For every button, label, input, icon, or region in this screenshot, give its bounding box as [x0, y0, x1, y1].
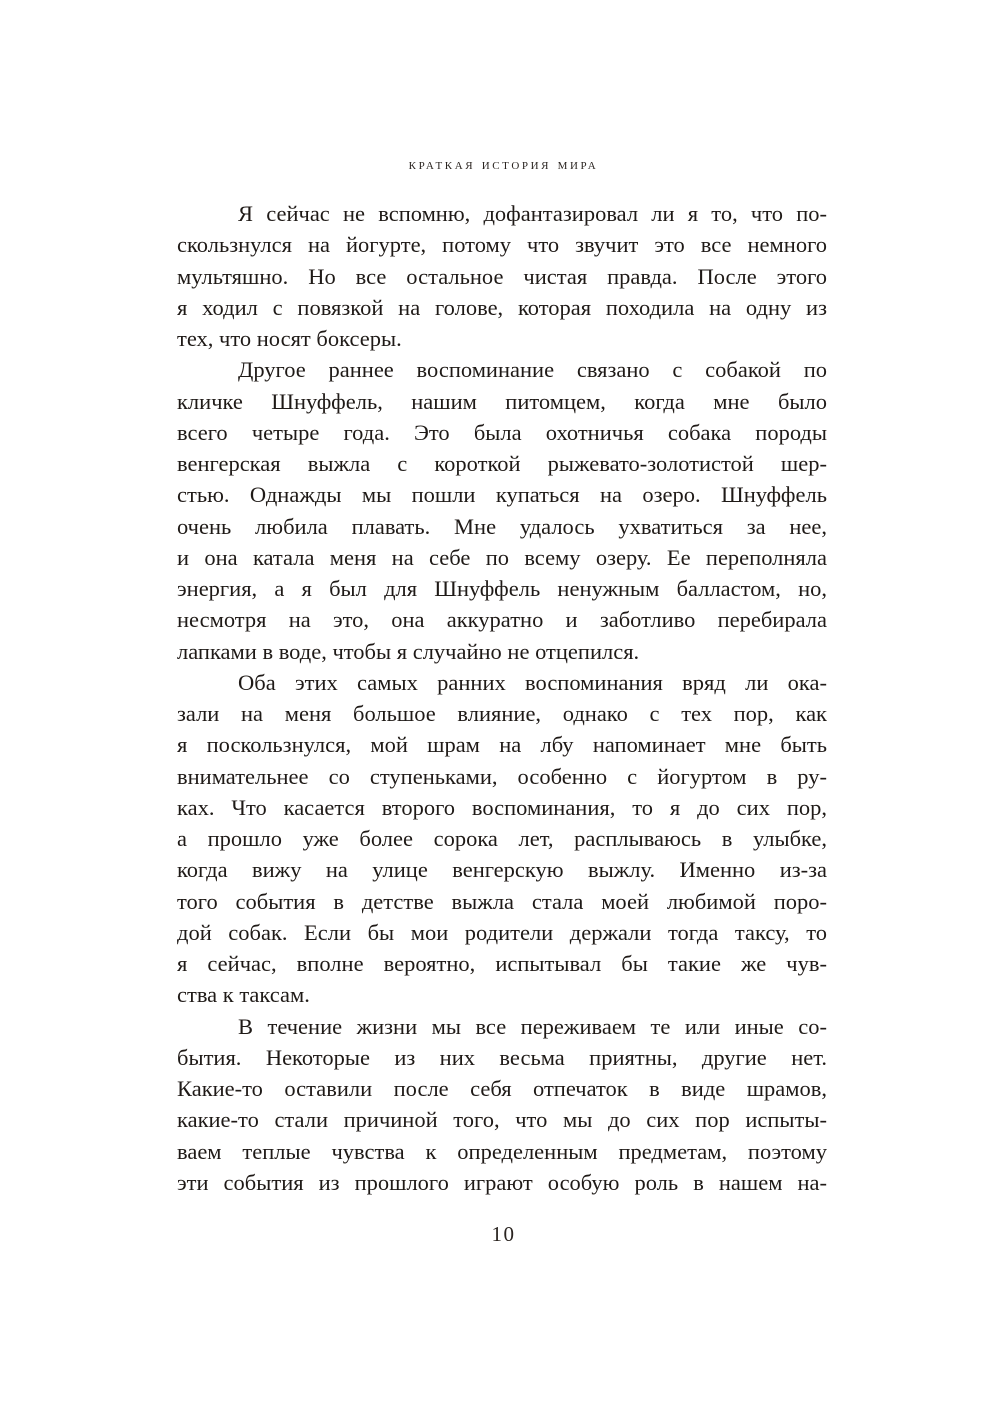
text-line: Другое раннее воспоминание связано с собакой по: [238, 357, 827, 383]
text-line: мультяшно. Но все остальное чистая правда. После этого: [177, 263, 827, 289]
text-line: зали на меня большое влияние, однако с тех пор, как: [177, 701, 827, 726]
text-line: Я сейчас не вспомню, дофантазировал ли я то, что по-: [238, 201, 827, 226]
text-line: венгерская выжла с короткой рыжевато-золотистой шер-: [177, 451, 827, 476]
paragraph: [177, 667, 827, 1011]
text-line: несмотря на это, она аккуратно и заботливо перебирала: [177, 607, 827, 633]
text-line: Какие-то оставили после себя отпечаток в виде шрамов,: [177, 1076, 827, 1101]
text-line: того события в детстве выжла стала моей любимой поро-: [177, 888, 827, 914]
text-line: я сейчас, вполне вероятно, испытывал бы такие же чув-: [177, 951, 827, 976]
text-line: а прошло уже более сорока лет, расплываюсь в улыбке,: [177, 826, 827, 851]
text-line: очень любила плавать. Мне удалось ухватиться за нее,: [177, 513, 827, 539]
text-line: ках. Что касается второго воспоминания, то я до сих пор,: [177, 794, 827, 820]
text-line: когда вижу на улице венгерскую выжлу. Именно из-за: [177, 857, 827, 883]
text-line: лапками в воде, чтобы я случайно не отцепился.: [177, 638, 640, 664]
text-line: тех, что носят боксеры.: [177, 326, 402, 351]
page-number: 10: [491, 1222, 516, 1246]
text-line: бытия. Некоторые из них весьма приятны, другие нет.: [177, 1044, 827, 1070]
text-line: кличке Шнуффель, нашим питомцем, когда мне было: [177, 388, 827, 414]
text-line: Оба этих самых ранних воспоминания вряд ли ока-: [238, 669, 827, 695]
text-line: скользнулся на йогурте, потому что звучит это все немного: [177, 232, 827, 258]
text-line: стью. Однажды мы пошли купаться на озеро. Шнуффель: [177, 482, 827, 508]
text-line: ства к таксам.: [177, 982, 310, 1008]
running-head: краткая история мира: [408, 156, 599, 173]
text-line: я ходил с повязкой на голове, которая походила на одну из: [177, 294, 827, 320]
text-line: и она катала меня на себе по всему озеру. Ее переполняла: [177, 544, 827, 570]
text-line: внимательнее со ступеньками, особенно с йогуртом в ру-: [177, 763, 827, 789]
paragraph: [177, 1011, 827, 1199]
body-text: [177, 198, 827, 1198]
text-line: всего четыре года. Это была охотничья собака породы: [177, 419, 827, 445]
text-line: В течение жизни мы все переживаем те или иные со-: [238, 1013, 827, 1039]
paragraph: [177, 198, 827, 354]
text-line: эти события из прошлого играют особую роль в нашем на-: [177, 1169, 827, 1195]
text-line: дой собак. Если бы мои родители держали тогда таксу, то: [177, 919, 827, 945]
text-line: я поскользнулся, мой шрам на лбу напоминает мне быть: [177, 732, 827, 758]
text-line: какие-то стали причиной того, что мы до сих пор испыты-: [177, 1107, 827, 1133]
paragraph: [177, 354, 827, 667]
text-line: энергия, а я был для Шнуффель ненужным балластом, но,: [177, 576, 827, 601]
text-line: ваем теплые чувства к определенным предметам, поэтому: [177, 1138, 827, 1164]
